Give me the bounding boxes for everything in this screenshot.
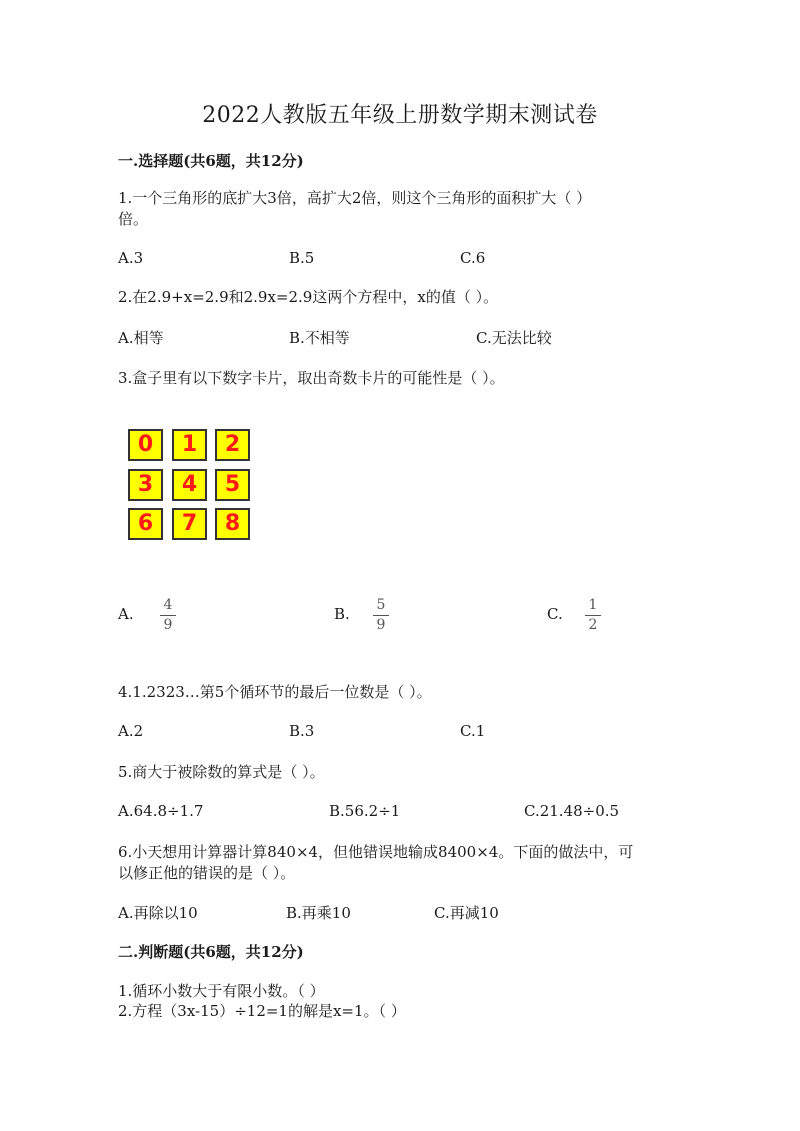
question-1-text-line1: 1.一个三角形的底扩大3倍，高扩大2倍，则这个三角形的面积扩大（ ） <box>118 189 592 207</box>
section-heading-judgement: 二.判断题(共6题，共12分) <box>118 943 304 961</box>
fraction-denominator: 2 <box>588 617 598 633</box>
question-4-option-b[interactable]: B.3 <box>289 722 315 740</box>
question-3-option-c-label[interactable]: C. <box>547 605 563 623</box>
question-1-text-line2: 倍。 <box>118 210 149 228</box>
question-5-option-c[interactable]: C.21.48÷0.5 <box>524 802 620 820</box>
question-2-option-b[interactable]: B.不相等 <box>289 329 350 347</box>
question-1-option-c[interactable]: C.6 <box>460 249 486 267</box>
question-3-option-b-fraction <box>370 597 392 634</box>
fraction-denominator: 9 <box>376 617 386 633</box>
fraction-bar <box>160 615 176 616</box>
question-2-option-a[interactable]: A.相等 <box>118 329 164 347</box>
question-6-text-line2: 以修正他的错误的是（ ）。 <box>118 864 296 882</box>
section-heading-choice: 一.选择题(共6题，共12分) <box>118 152 304 170</box>
fraction-numerator: 4 <box>163 597 173 613</box>
question-4-option-c[interactable]: C.1 <box>460 722 486 740</box>
question-3-option-c-fraction <box>582 597 604 634</box>
question-1-option-b[interactable]: B.5 <box>289 249 315 267</box>
question-6-option-b[interactable]: B.再乘10 <box>286 904 351 922</box>
question-6-option-a[interactable]: A.再除以10 <box>118 904 198 922</box>
judgement-question-2: 2.方程（3x-15）÷12=1的解是x=1。（ ） <box>118 1002 406 1020</box>
question-6-option-c[interactable]: C.再减10 <box>434 904 499 922</box>
question-2-option-c[interactable]: C.无法比较 <box>476 329 552 347</box>
fraction-numerator: 5 <box>376 597 386 613</box>
question-3-text: 3.盒子里有以下数字卡片，取出奇数卡片的可能性是（ ）。 <box>118 369 505 387</box>
digit-card: 8 <box>215 508 250 540</box>
question-1-option-a[interactable]: A.3 <box>118 249 144 267</box>
question-3-option-a-fraction <box>157 597 179 634</box>
question-5-text: 5.商大于被除数的算式是（ ）。 <box>118 763 325 781</box>
page-title: 2022人教版五年级上册数学期末测试卷 <box>202 103 598 128</box>
question-4-text: 4.1.2323…第5个循环节的最后一位数是（ ）。 <box>118 683 432 701</box>
digit-card: 2 <box>215 429 250 461</box>
question-2-text: 2.在2.9+x=2.9和2.9x=2.9这两个方程中，x的值（ ）。 <box>118 288 499 306</box>
fraction-numerator: 1 <box>588 597 598 613</box>
question-3-option-a-label[interactable]: A. <box>118 605 134 623</box>
digit-card: 5 <box>215 469 250 501</box>
fraction-denominator: 9 <box>163 617 173 633</box>
judgement-question-1: 1.循环小数大于有限小数。（ ） <box>118 982 325 1000</box>
question-5-option-a[interactable]: A.64.8÷1.7 <box>118 802 204 820</box>
fraction-bar <box>373 615 389 616</box>
digit-card: 6 <box>128 508 163 540</box>
digit-card: 4 <box>172 469 207 501</box>
digit-card: 3 <box>128 469 163 501</box>
question-5-option-b[interactable]: B.56.2÷1 <box>329 802 401 820</box>
digit-card: 7 <box>172 508 207 540</box>
question-3-option-b-label[interactable]: B. <box>334 605 350 623</box>
question-6-text-line1: 6.小天想用计算器计算840×4，但他错误地输成8400×4。下面的做法中，可 <box>118 843 634 861</box>
digit-cards-grid <box>128 429 251 541</box>
question-4-option-a[interactable]: A.2 <box>118 722 144 740</box>
fraction-bar <box>585 615 601 616</box>
digit-card: 1 <box>172 429 207 461</box>
digit-card: 0 <box>128 429 163 461</box>
